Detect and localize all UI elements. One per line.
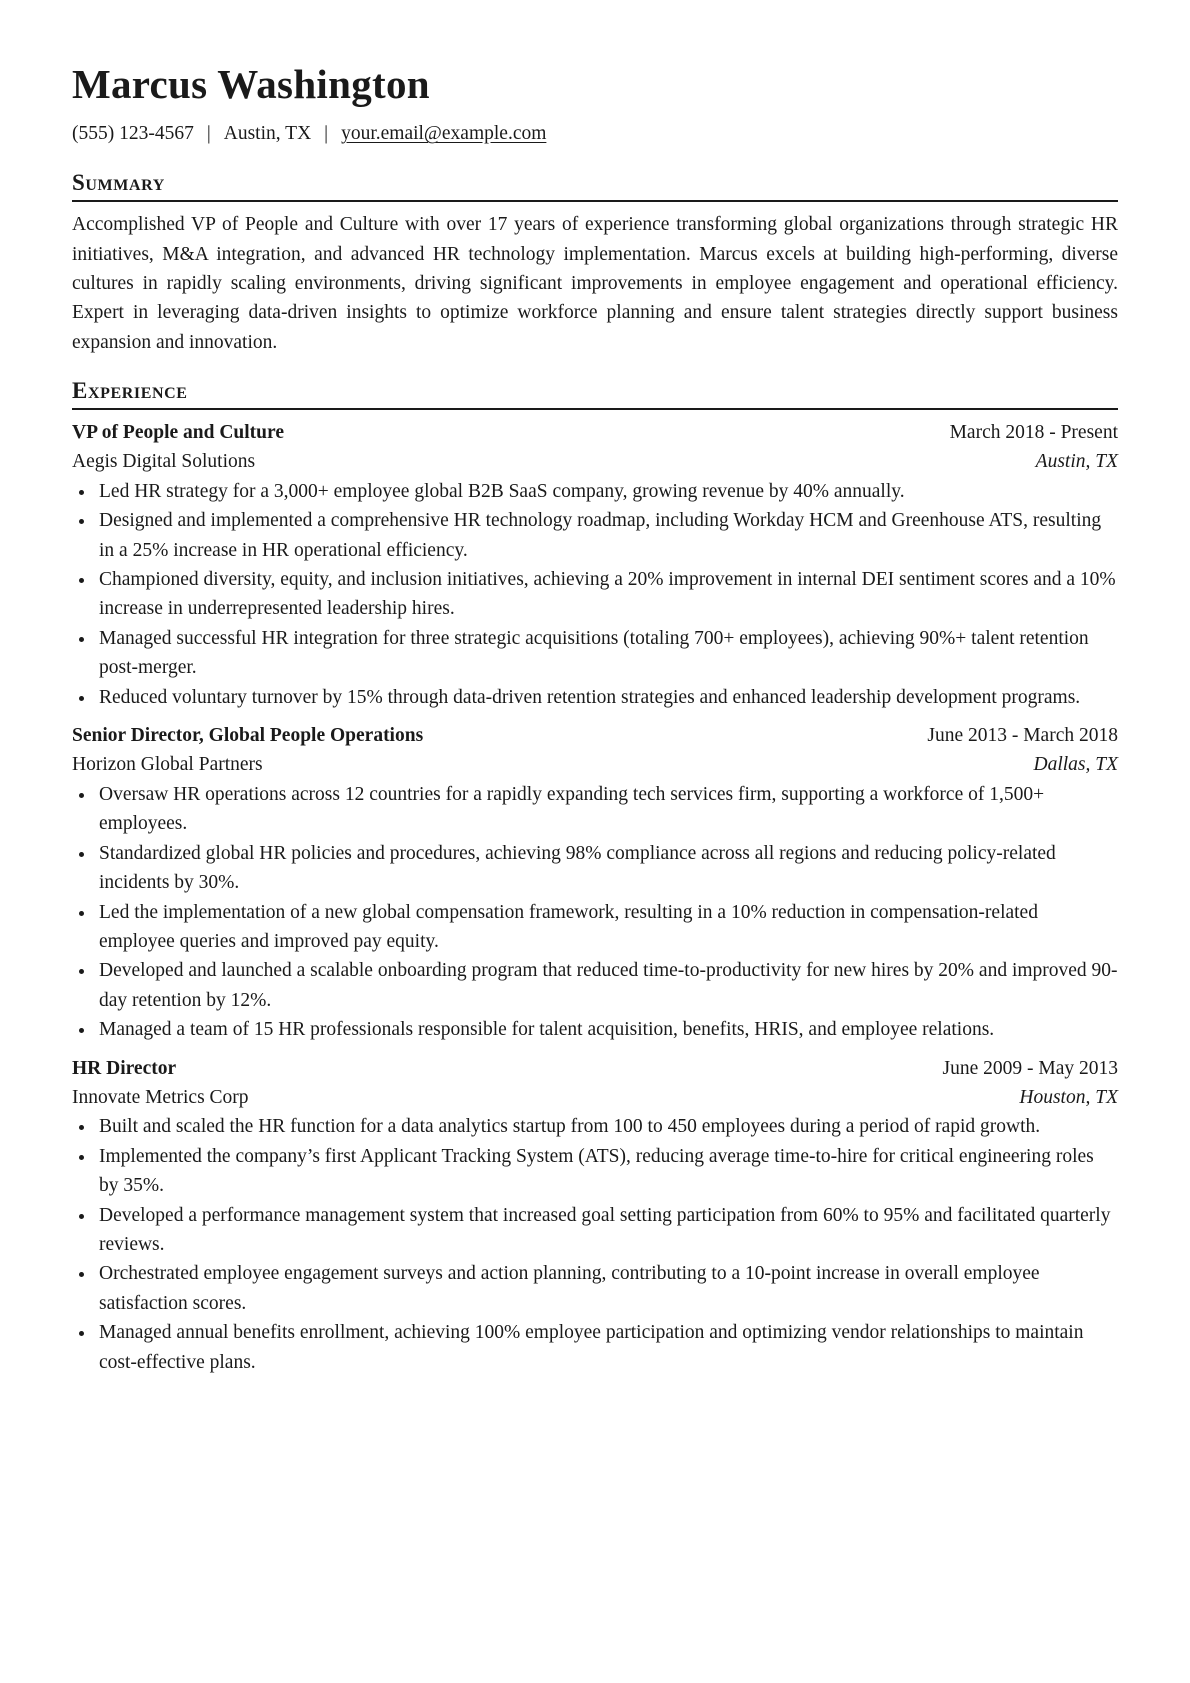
email-link[interactable]: your.email@example.com xyxy=(341,123,547,145)
bullet-item: Implemented the company’s first Applicant Tracking System (ATS), reducing average time-to-hire for critical engineering roles by 35%. xyxy=(99,1142,1118,1201)
job-location: Dallas, TX xyxy=(1033,754,1118,776)
candidate-name: Marcus Washington xyxy=(72,61,430,107)
resume-header xyxy=(72,60,1118,147)
contact-separator: | xyxy=(324,123,329,145)
bullet-item: Reduced voluntary turnover by 15% through data-driven retention strategies and enhanced leadership development programs. xyxy=(99,683,1118,712)
job-title: Senior Director, Global People Operations xyxy=(72,725,424,747)
job-dates: March 2018 - Present xyxy=(949,422,1118,444)
job-dates: June 2009 - May 2013 xyxy=(942,1057,1118,1079)
job-bullets xyxy=(72,1112,1118,1377)
bullet-item: Standardized global HR policies and procedures, achieving 98% compliance across all regions and reducing policy-related incidents by 30%. xyxy=(99,839,1118,898)
bullet-item: Developed a performance management system that increased goal setting participation from 60% to 95% and facilitated quarterly reviews. xyxy=(99,1201,1118,1260)
bullet-item: Designed and implemented a comprehensive HR technology roadmap, including Workday HCM and Greenhouse ATS, resulting in a 25% increase in HR operational efficiency. xyxy=(99,506,1118,565)
bullet-item: Led the implementation of a new global compensation framework, resulting in a 10% reduction in compensation-related employee queries and improved pay equity. xyxy=(99,898,1118,957)
job-title: HR Director xyxy=(72,1057,177,1079)
bullet-item: Led HR strategy for a 3,000+ employee global B2B SaaS company, growing revenue by 40% annually. xyxy=(99,477,1118,506)
experience-heading: Experience xyxy=(72,377,1118,410)
company-name: Innovate Metrics Corp xyxy=(72,1086,249,1108)
bullet-item: Oversaw HR operations across 12 countries for a rapidly expanding tech services firm, supporting a workforce of 1,500+ employees. xyxy=(99,780,1118,839)
job-location: Austin, TX xyxy=(1035,451,1118,473)
summary-heading: Summary xyxy=(72,169,1118,202)
job-entry xyxy=(72,1054,1118,1377)
job-location: Houston, TX xyxy=(1019,1086,1118,1108)
bullet-item: Developed and launched a scalable onboarding program that reduced time-to-productivity for new hires by 20% and improved 90-day retention by 12%. xyxy=(99,956,1118,1015)
bullet-item: Built and scaled the HR function for a data analytics startup from 100 to 450 employees during a period of rapid growth. xyxy=(99,1112,1118,1141)
summary-text: Accomplished VP of People and Culture with over 17 years of experience transforming global organizations through strategic HR initiatives, M&A integration, and advanced HR technology implementation. Marcus excels at building high-performing, diverse cultures in rapidly scaling environments, driving significant improvements in employee engagement and operational efficiency. Expert in leveraging data-driven insights to optimize workforce planning and ensure talent strategies directly support business expansion and innovation. xyxy=(72,214,1118,353)
bullet-item: Managed a team of 15 HR professionals responsible for talent acquisition, benefits, HRIS, and employee relations. xyxy=(99,1015,1118,1044)
experience-section xyxy=(72,377,1118,1377)
summary-section xyxy=(72,169,1118,357)
job-bullets xyxy=(72,780,1118,1045)
company-name: Horizon Global Partners xyxy=(72,754,263,776)
contact-separator: | xyxy=(206,123,211,145)
bullet-item: Managed successful HR integration for three strategic acquisitions (totaling 700+ employees), achieving 90%+ talent retention post-merger. xyxy=(99,624,1118,683)
phone-number: (555) 123-4567 xyxy=(72,123,194,145)
company-name: Aegis Digital Solutions xyxy=(72,451,256,473)
job-bullets xyxy=(72,477,1118,712)
job-entry xyxy=(72,418,1118,712)
job-entry xyxy=(72,721,1118,1044)
bullet-item: Orchestrated employee engagement surveys and action planning, contributing to a 10-point increase in overall employee satisfaction scores. xyxy=(99,1259,1118,1318)
bullet-item: Championed diversity, equity, and inclusion initiatives, achieving a 20% improvement in internal DEI sentiment scores and a 10% increase in underrepresented leadership hires. xyxy=(99,565,1118,624)
bullet-item: Managed annual benefits enrollment, achieving 100% employee participation and optimizing vendor relationships to maintain cost-effective plans. xyxy=(99,1318,1118,1377)
job-dates: June 2013 - March 2018 xyxy=(927,725,1118,747)
job-title: VP of People and Culture xyxy=(72,422,284,444)
contact-line xyxy=(72,120,1118,147)
location: Austin, TX xyxy=(223,123,312,145)
